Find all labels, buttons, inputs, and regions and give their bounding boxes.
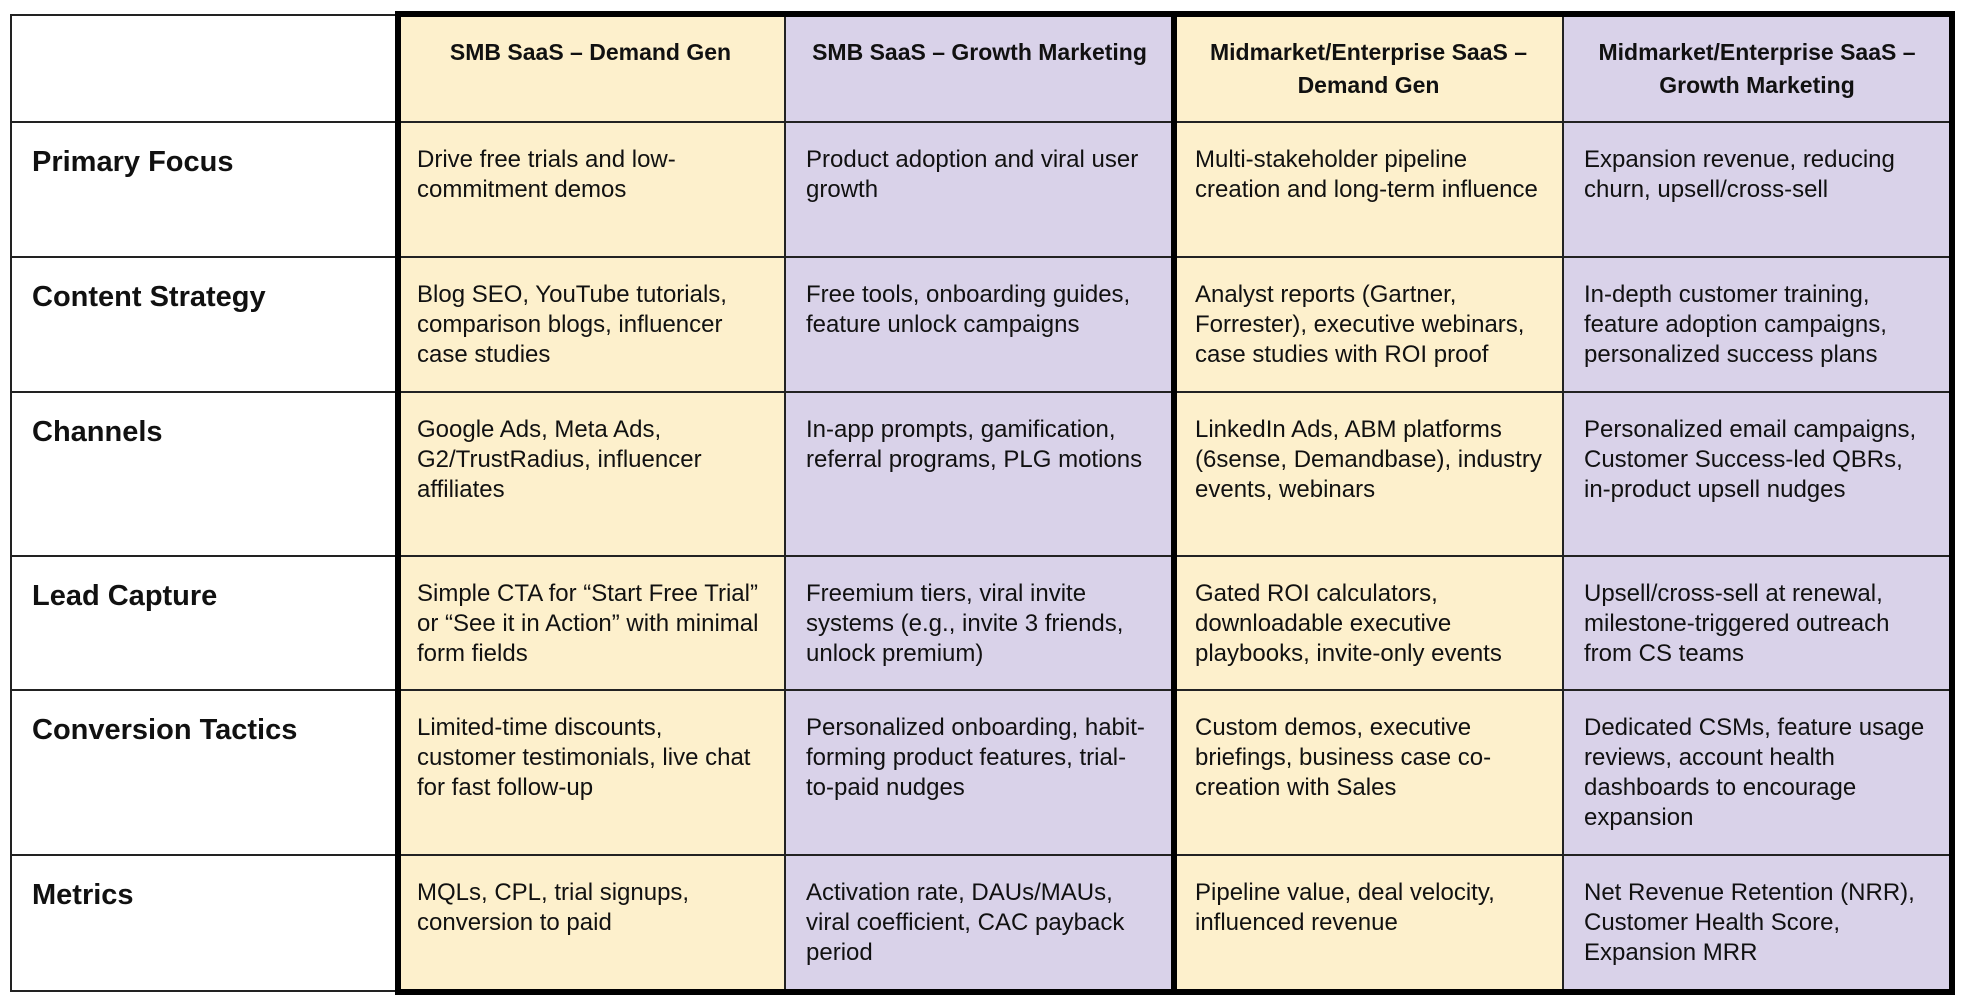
table-cell: Drive free trials and low-commitment demos [397,123,786,258]
table-cell: Multi-stakeholder pipeline creation and long-term influence [1175,123,1564,258]
row-header-primary-focus: Primary Focus [10,123,397,258]
table-cell: Blog SEO, YouTube tutorials, comparison blogs, influencer case studies [397,258,786,393]
column-header-smb-demand-gen: SMB SaaS – Demand Gen [397,14,786,123]
table-cell: Dedicated CSMs, feature usage reviews, account health dashboards to encourage expansion [1564,691,1952,856]
table-cell: Expansion revenue, reducing churn, upsell/cross-sell [1564,123,1952,258]
table-cell: Activation rate, DAUs/MAUs, viral coefficient, CAC payback period [786,856,1175,992]
table-cell: Gated ROI calculators, downloadable executive playbooks, invite-only events [1175,557,1564,691]
row-header-content-strategy: Content Strategy [10,258,397,393]
column-header-enterprise-growth-marketing: Midmarket/Enterprise SaaS – Growth Marketing [1564,14,1952,123]
table-cell: MQLs, CPL, trial signups, conversion to paid [397,856,786,992]
row-header-conversion-tactics: Conversion Tactics [10,691,397,856]
table-cell: In-depth customer training, feature adoption campaigns, personalized success plans [1564,258,1952,393]
table-cell: Google Ads, Meta Ads, G2/TrustRadius, influencer affiliates [397,393,786,557]
row-header-metrics: Metrics [10,856,397,992]
column-header-smb-growth-marketing: SMB SaaS – Growth Marketing [786,14,1175,123]
table-cell: Custom demos, executive briefings, business case co-creation with Sales [1175,691,1564,856]
table-cell: Upsell/cross-sell at renewal, milestone-triggered outreach from CS teams [1564,557,1952,691]
table-cell: Product adoption and viral user growth [786,123,1175,258]
table-cell: Personalized email campaigns, Customer Success-led QBRs, in-product upsell nudges [1564,393,1952,557]
comparison-table [10,14,1952,992]
table-cell: Pipeline value, deal velocity, influenced revenue [1175,856,1564,992]
table-cell: Limited-time discounts, customer testimonials, live chat for fast follow-up [397,691,786,856]
table-cell: In-app prompts, gamification, referral programs, PLG motions [786,393,1175,557]
table-cell: Freemium tiers, viral invite systems (e.g., invite 3 friends, unlock premium) [786,557,1175,691]
row-header-channels: Channels [10,393,397,557]
table-cell: Free tools, onboarding guides, feature unlock campaigns [786,258,1175,393]
table-cell: Simple CTA for “Start Free Trial” or “See it in Action” with minimal form fields [397,557,786,691]
row-header-lead-capture: Lead Capture [10,557,397,691]
table-cell: LinkedIn Ads, ABM platforms (6sense, Demandbase), industry events, webinars [1175,393,1564,557]
table-corner-cell [10,14,397,123]
column-header-enterprise-demand-gen: Midmarket/Enterprise SaaS – Demand Gen [1175,14,1564,123]
table-cell: Analyst reports (Gartner, Forrester), executive webinars, case studies with ROI proof [1175,258,1564,393]
table-cell: Personalized onboarding, habit-forming product features, trial-to-paid nudges [786,691,1175,856]
table-cell: Net Revenue Retention (NRR), Customer Health Score, Expansion MRR [1564,856,1952,992]
